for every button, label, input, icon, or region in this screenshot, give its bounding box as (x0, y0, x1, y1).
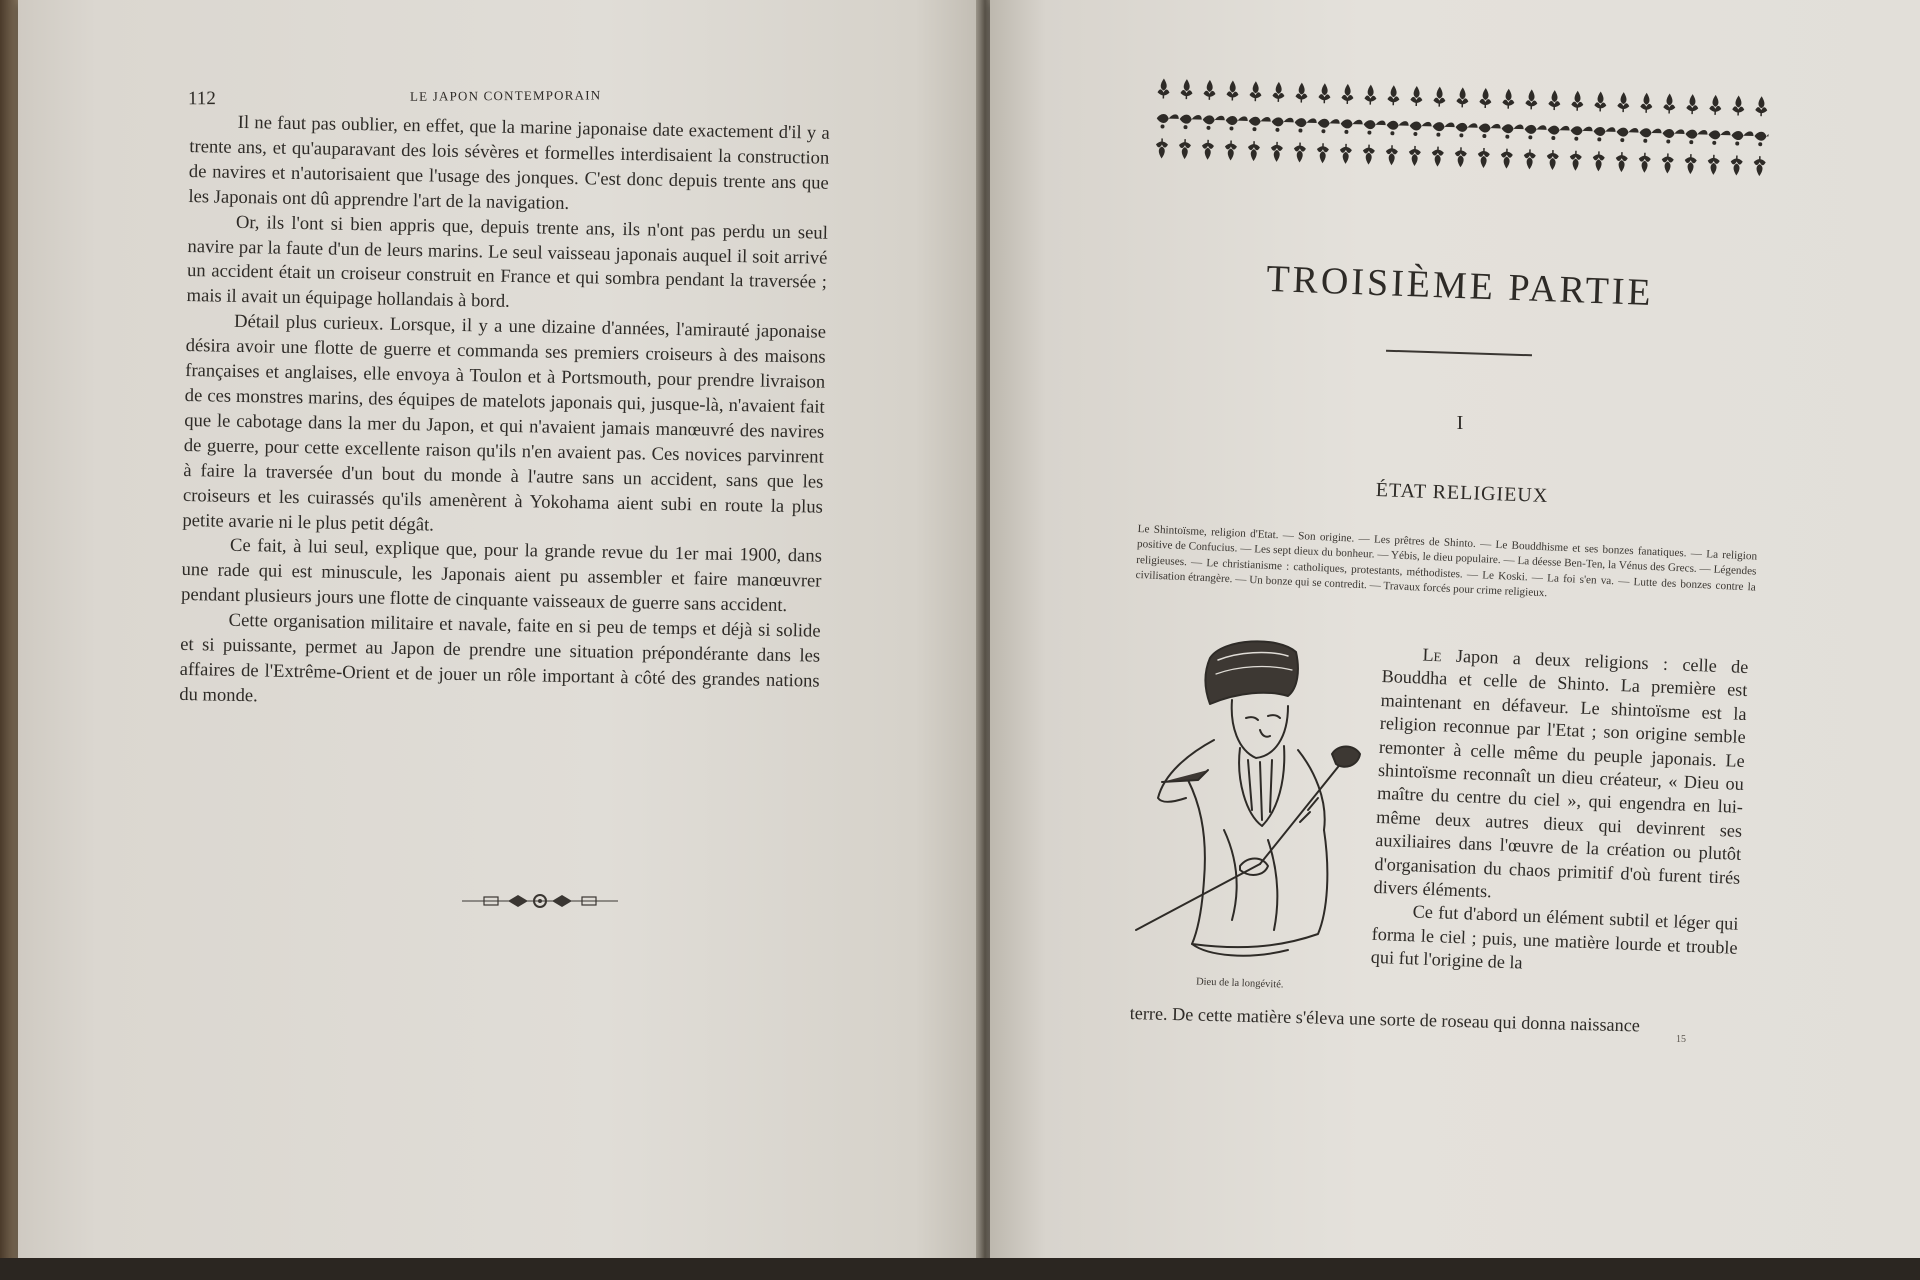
longevity-god-illustration (1128, 630, 1378, 970)
drop-word: Le (1422, 644, 1442, 666)
full-width-line: terre. De cette matière s'éleva une sorte de roseau qui donna naissance (1129, 1003, 1641, 1036)
paragraph: Cette organisation militaire et navale, faite en si peu de temps et déjà si solide et si puissante, permet au Japon de prendre une situation prépondérante dans les affaires de l'Extrême-Orient et de jouer un rôle important à côté des grandes nations du monde. (179, 609, 821, 707)
tailpiece-ornament-icon (460, 893, 620, 909)
paragraph (1373, 642, 1749, 913)
paragraph-text: Japon a deux religions : celle de Bouddha et celle de Shinto. La première est maintenant en défaveur. Le shintoïsme est la religion reconnue par l'Etat ; son origine semble remonter à celle même du peuple japonais. Le shintoïsme reconnaît un dieu créateur, « Dieu ou maître du centre du ciel », qui engendra en lui-même deux autres dieux qui devinrent ses auxiliaires dans l'œuvre de la création ou plutôt d'organisation du chaos primitif d'où furent tirés divers éléments. (1373, 645, 1749, 902)
chapter-title: ÉTAT RELIGIEUX (1375, 478, 1549, 508)
signature-mark: 15 (1676, 1034, 1686, 1045)
right-page-text (1370, 642, 1748, 983)
illustration-caption: Dieu de la longévité. (1195, 976, 1284, 991)
paragraph: Détail plus curieux. Lorsque, il y a une dizaine d'années, l'amirauté japonaise désira avoir une flotte de guerre et commanda ses premiers croiseurs à des maisons françaises et anglaises, elle envoya à Toulon et à Portsmouth, pour prendre livraison de ces monstres marins, des équipes de matelots japonais qui, jusque-là, n'avaient fait que le cabotage dans la mer du Japon, et qui n'avaient jamais manœuvré des navires de guerre, pour cette excellente raison qu'ils n'en avaient pas. Ces novices parvinrent à faire la traversée d'un bout du monde à l'autre sans un accident, sans que les croiseurs et les cuirassés qu'ils amenèrent à Yokohama aient subi en route la plus petite avarie ni le plus petit dégât. (182, 311, 827, 536)
left-page-text (179, 110, 830, 719)
paragraph: Il ne faut pas oublier, en effet, que la marine japonaise date exactement d'il y a trente ans, et qu'auparavant des lois sévères et formelles interdisaient la construction de navires et n'autorisaient que l'usage des jonques. C'est donc depuis trente ans que les Japonais ont dû apprendre l'art de la navigation. (188, 111, 830, 214)
summary-text: Le Shintoïsme, religion d'Etat. — Son origine. — Les prêtres de Shinto. — Le Bouddhisme et ses bonzes fanatiques. — La religion positive de Confucius. — Les sept dieux du bonheur. — Yébis, le dieu populaire. — La déesse Ben-Ten, la Vénus des Grecs. — Légendes religieuses. — Le christianisme : catholiques, protestants, méthodistes. — Le Koski. — La foi s'en va. — Lutte des bonzes contre la civilisation étrangère. — Un bonze qui se contredit. — Travaux forcés pour crime religieux. (1135, 522, 1758, 600)
running-head (188, 84, 848, 113)
page-number: 112 (187, 88, 216, 110)
part-title: TROISIÈME PARTIE (1265, 257, 1655, 315)
paragraph: Ce fait, à lui seul, explique que, pour la grande revue du 1er mai 1900, dans une rade qui est minuscule, les Japonais aient pu assembler et faire manœuvrer pendant plusieurs jours une flotte de cinquante vaisseaux de guerre sans accident. (180, 535, 823, 617)
paragraph: Or, ils l'ont si bien appris que, depuis trente ans, ils n'ont pas perdu un seul navire par la faute d'un de leurs marins. Le seul vaisseau japonais auquel il soit arrivé un accident était un croiseur construit en France et qui sombra pendant la traversée ; mais il avait un équipage hollandais à bord. (186, 211, 829, 313)
fleuron-headpiece-icon (1145, 76, 1770, 202)
chapter-number: I (1456, 412, 1464, 434)
paragraph: Ce fut d'abord un élément subtil et léger qui forma le ciel ; puis, une matière lourde et trouble qui fut l'origine de la (1370, 901, 1739, 973)
table-surface (0, 1258, 1920, 1280)
running-title: LE JAPON CONTEMPORAIN (409, 87, 602, 104)
